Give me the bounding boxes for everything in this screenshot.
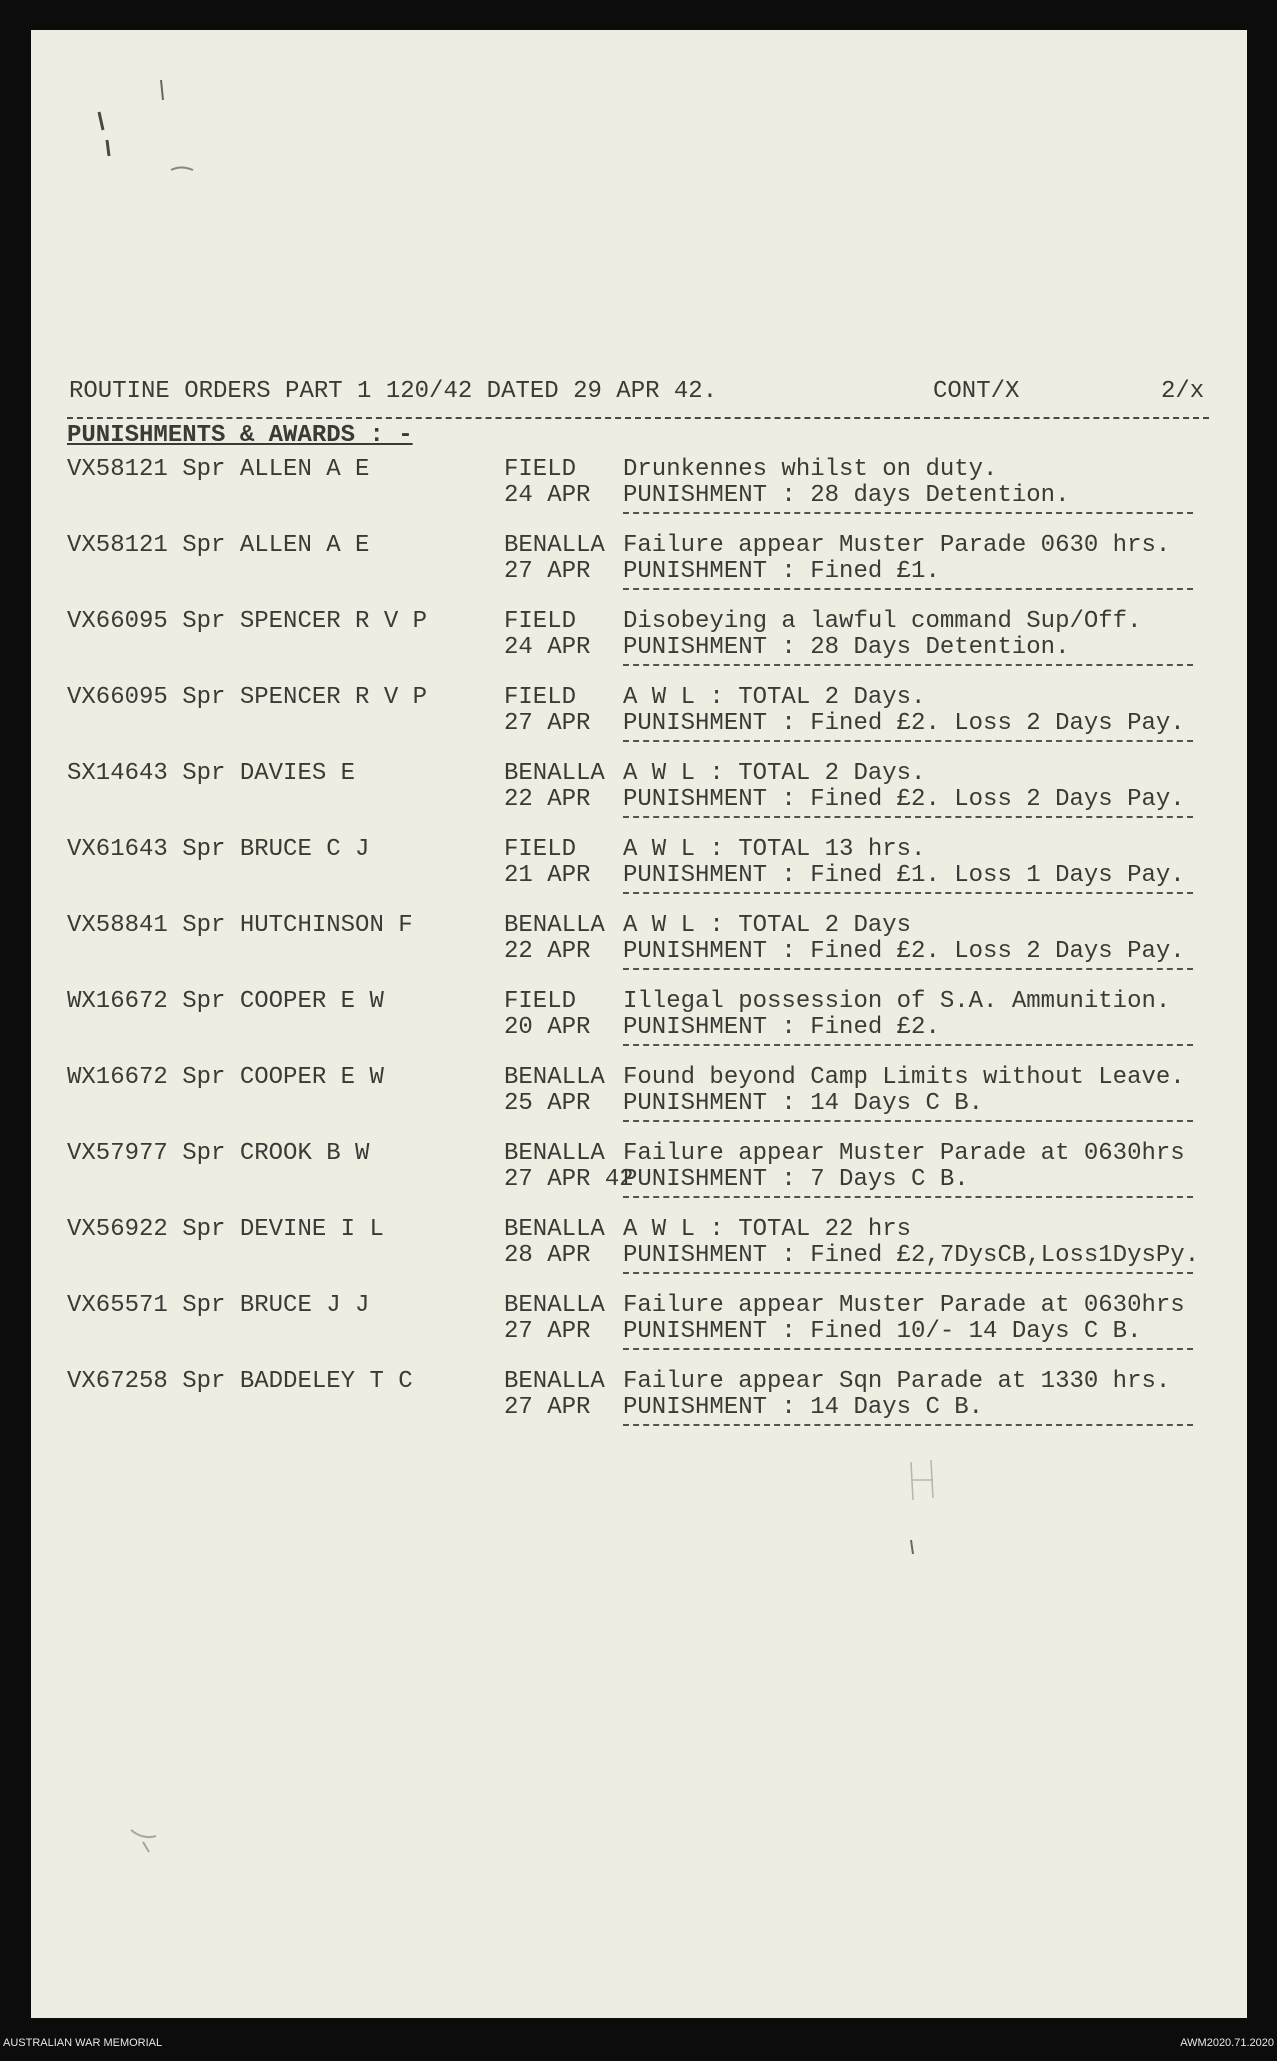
- entry-rule: [623, 1044, 1193, 1046]
- punishment: PUNISHMENT : Fined £2. Loss 2 Days Pay.: [623, 938, 1185, 965]
- entry-rule: [623, 892, 1193, 894]
- staple-hole-mark: [161, 80, 163, 100]
- entry-rule: [623, 1272, 1193, 1274]
- punishment: PUNISHMENT : Fined £2,7DysCB,Loss1DysPy.: [623, 1242, 1200, 1269]
- entry-rule: [623, 512, 1193, 514]
- footer-right: AWM2020.71.2020: [1180, 2037, 1274, 2049]
- date: 28 APR: [504, 1242, 591, 1269]
- location: BENALLA: [504, 760, 605, 787]
- document-page: [31, 30, 1247, 2018]
- date: 27 APR: [504, 1318, 591, 1345]
- date: 27 APR: [504, 558, 591, 585]
- offence: Drunkennes whilst on duty.: [623, 456, 998, 483]
- date: 22 APR: [504, 786, 591, 813]
- location: BENALLA: [504, 532, 605, 559]
- location: BENALLA: [504, 1368, 605, 1395]
- footer-left: AUSTRALIAN WAR MEMORIAL: [3, 2037, 163, 2049]
- list-item: [67, 1216, 1227, 1286]
- date: 25 APR: [504, 1090, 591, 1117]
- list-item: [67, 684, 1227, 754]
- location: FIELD: [504, 988, 577, 1015]
- staple-hole-mark: [99, 112, 109, 156]
- punishment: PUNISHMENT : Fined 10/- 14 Days C B.: [623, 1318, 1142, 1345]
- service-member: VX58121 Spr ALLEN A E: [67, 456, 370, 483]
- service-member: VX58841 Spr HUTCHINSON F: [67, 912, 413, 939]
- location: BENALLA: [504, 1216, 605, 1243]
- offence: Illegal possession of S.A. Ammunition.: [623, 988, 1171, 1015]
- punishment: PUNISHMENT : Fined £2. Loss 2 Days Pay.: [623, 710, 1185, 737]
- service-member: VX65571 Spr BRUCE J J: [67, 1292, 370, 1319]
- punishment: PUNISHMENT : Fined £1. Loss 1 Days Pay.: [623, 862, 1185, 889]
- pencil-mark: [911, 1540, 913, 1554]
- offence: A W L : TOTAL 13 hrs.: [623, 836, 926, 863]
- staple-hole-mark: [171, 168, 193, 171]
- staple-hole-mark: [131, 1830, 156, 1852]
- list-item: [67, 608, 1227, 678]
- date: 27 APR: [504, 710, 591, 737]
- date: 24 APR: [504, 634, 591, 661]
- list-item: [67, 988, 1227, 1058]
- entry-rule: [623, 1120, 1193, 1122]
- offence: A W L : TOTAL 2 Days: [623, 912, 912, 939]
- entry-rule: [623, 1196, 1193, 1198]
- location: BENALLA: [504, 1064, 605, 1091]
- entry-rule: [623, 664, 1193, 666]
- date: 22 APR: [504, 938, 591, 965]
- offence: Failure appear Muster Parade at 0630hrs: [623, 1140, 1185, 1167]
- list-item: [67, 836, 1227, 906]
- service-member: VX66095 Spr SPENCER R V P: [67, 684, 428, 711]
- offence: Failure appear Muster Parade at 0630hrs: [623, 1292, 1185, 1319]
- entry-rule: [623, 816, 1193, 818]
- location: BENALLA: [504, 1292, 605, 1319]
- entry-rule: [623, 968, 1193, 970]
- punishment: PUNISHMENT : Fined £2.: [623, 1014, 940, 1041]
- header-page-number: 2/x: [1161, 378, 1205, 405]
- section-heading: PUNISHMENTS & AWARDS : -: [67, 422, 413, 449]
- offence: Disobeying a lawful command Sup/Off.: [623, 608, 1142, 635]
- header-cont: CONT/X: [933, 378, 1020, 405]
- offence: Failure appear Sqn Parade at 1330 hrs.: [623, 1368, 1171, 1395]
- service-member: WX16672 Spr COOPER E W: [67, 1064, 384, 1091]
- service-member: VX61643 Spr BRUCE C J: [67, 836, 370, 863]
- punishment: PUNISHMENT : 28 Days Detention.: [623, 634, 1070, 661]
- pencil-mark: [911, 1460, 933, 1500]
- offence: Found beyond Camp Limits without Leave.: [623, 1064, 1185, 1091]
- offence: A W L : TOTAL 2 Days.: [623, 684, 926, 711]
- offence: A W L : TOTAL 22 hrs: [623, 1216, 912, 1243]
- list-item: [67, 532, 1227, 602]
- document-header: [69, 378, 1209, 418]
- header-title: ROUTINE ORDERS PART 1 120/42 DATED 29 APR 42.: [69, 378, 718, 405]
- punishment: PUNISHMENT : 7 Days C B.: [623, 1166, 969, 1193]
- service-member: VX57977 Spr CROOK B W: [67, 1140, 370, 1167]
- punishment: PUNISHMENT : 14 Days C B.: [623, 1090, 984, 1117]
- list-item: [67, 1368, 1227, 1438]
- list-item: [67, 456, 1227, 526]
- service-member: VX58121 Spr ALLEN A E: [67, 532, 370, 559]
- list-item: [67, 912, 1227, 982]
- location: FIELD: [504, 456, 577, 483]
- entry-rule: [623, 1424, 1193, 1426]
- entry-rule: [623, 1348, 1193, 1350]
- punishment: PUNISHMENT : Fined £2. Loss 2 Days Pay.: [623, 786, 1185, 813]
- service-member: VX56922 Spr DEVINE I L: [67, 1216, 384, 1243]
- list-item: [67, 1292, 1227, 1362]
- location: BENALLA: [504, 912, 605, 939]
- service-member: SX14643 Spr DAVIES E: [67, 760, 356, 787]
- entry-rule: [623, 740, 1193, 742]
- punishment: PUNISHMENT : 14 Days C B.: [623, 1394, 984, 1421]
- date: 24 APR: [504, 482, 591, 509]
- location: BENALLA: [504, 1140, 605, 1167]
- date: 21 APR: [504, 862, 591, 889]
- service-member: VX67258 Spr BADDELEY T C: [67, 1368, 413, 1395]
- date: 20 APR: [504, 1014, 591, 1041]
- list-item: [67, 1064, 1227, 1134]
- offence: A W L : TOTAL 2 Days.: [623, 760, 926, 787]
- location: FIELD: [504, 608, 577, 635]
- service-member: WX16672 Spr COOPER E W: [67, 988, 384, 1015]
- date: 27 APR: [504, 1394, 591, 1421]
- offence: Failure appear Muster Parade 0630 hrs.: [623, 532, 1171, 559]
- list-item: [67, 1140, 1227, 1210]
- entry-rule: [623, 588, 1193, 590]
- punishment: PUNISHMENT : Fined £1.: [623, 558, 940, 585]
- list-item: [67, 760, 1227, 830]
- date: 27 APR 42: [504, 1166, 634, 1193]
- punishment: PUNISHMENT : 28 days Detention.: [623, 482, 1070, 509]
- service-member: VX66095 Spr SPENCER R V P: [67, 608, 428, 635]
- location: FIELD: [504, 684, 577, 711]
- location: FIELD: [504, 836, 577, 863]
- header-rule: [67, 417, 1209, 419]
